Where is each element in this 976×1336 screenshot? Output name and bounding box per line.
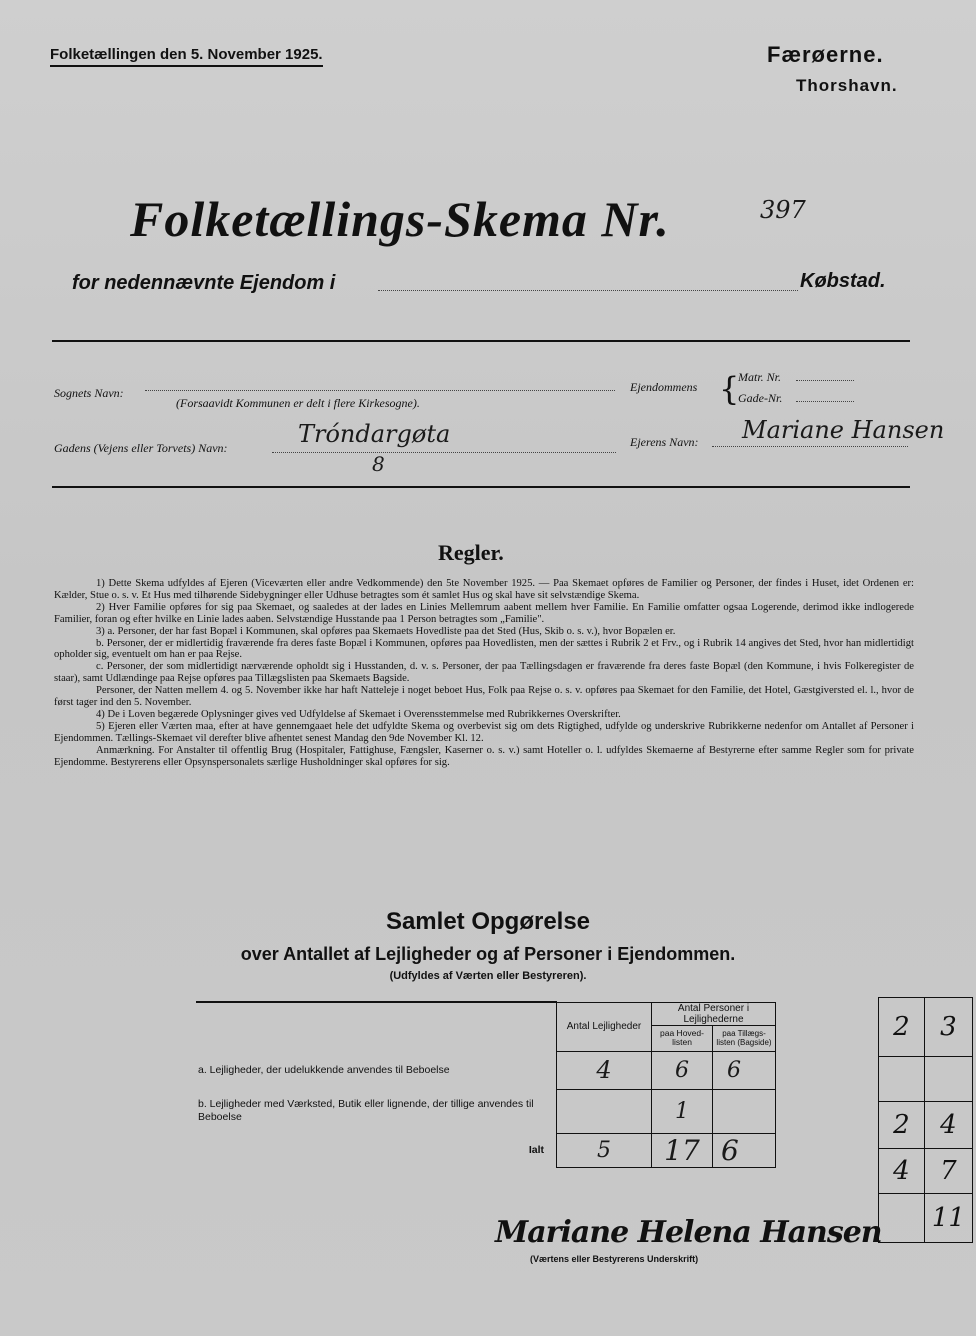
street-line [272, 452, 616, 453]
rule-paragraph: 2) Hver Familie opføres for sig paa Skemaet, og saaledes at der lades en Linies Mellemrum aabent mellem hver Familie. En Familie omfatter ogsaa Logerende, derimod ikke indlogerede Familier, foran og efter hvilke en Linie lades aaben. Selvstændige Husstande paa 1 Person betragtes som „Familie". [54, 601, 914, 625]
gade-label: Gade-Nr. [738, 391, 783, 405]
census-date-label: Folketællingen den 5. November 1925. [50, 46, 323, 67]
tally-row [879, 1102, 973, 1149]
property-label: Ejendommens [630, 380, 698, 394]
owner-value: Mariane Hansen [742, 416, 945, 444]
property-subtitle: for nedennævnte Ejendom i [72, 272, 336, 294]
rule-paragraph: b. Personer, der er midlertidig fraværende fra deres faste Bopæl i Kommunen, opføres paa Hovedlisten, men der sættes i Rubrik 2 et Frv., og i Rubrik 14 angives det Sted, hvor han midlertidigt opholder sig, eventuelt om han er paa Rejse. [54, 637, 914, 661]
property-town-line [378, 290, 798, 291]
parish-note: (Forsaavidt Kommunen er delt i flere Kirkesogne). [176, 396, 420, 410]
cell-main: 17 [652, 1133, 713, 1167]
table-row [196, 1089, 776, 1133]
street-value: Tróndargøta [298, 420, 451, 448]
summary-title: Samlet Opgørelse [385, 908, 591, 935]
rules-text [54, 578, 914, 769]
gade-line [796, 401, 854, 402]
parish-label: Sognets Navn: [54, 386, 124, 400]
owner-label: Ejerens Navn: [630, 435, 699, 449]
tally-cell: 2 [879, 998, 925, 1057]
brace: { [719, 370, 740, 408]
tally-cell: 4 [879, 1149, 925, 1194]
tally-row [879, 1194, 973, 1243]
tally-cell [879, 1194, 925, 1243]
matr-label: Matr. Nr. [738, 370, 782, 384]
street-label: Gadens (Vejens eller Torvets) Navn: [54, 441, 228, 455]
rules-title: Regler. [438, 540, 504, 565]
street-number: 8 [372, 452, 385, 476]
total-label: Ialt [196, 1133, 557, 1167]
divider-top [52, 340, 910, 342]
rule-paragraph: 4) De i Loven begærede Oplysninger gives ved Udfyldelse af Skemaet i Overensstemmelse med Rubrikkernes Overskrifter. [96, 708, 621, 720]
cell-main: 1 [652, 1089, 713, 1133]
cell-apartments: 5 [557, 1133, 652, 1167]
rule-paragraph: c. Personer, der som midlertidigt nærværende opholdt sig i Husstanden, d. v. s. Personer, der paa Tællingsdagen er fraværende fra deres faste Bopæl (den Kommune, i hvis Folkeregister de staar), samt Udlændinge paa Rejse opføres paa Tillægslisten paa Skemaets Bagside. [54, 661, 914, 685]
rule-paragraph: Personer, der Natten mellem 4. og 5. November ikke har haft Natteleje i noget beboet Hus, Folk paa Rejse o. s. v. opføres paa Skemaet for den Familie, det Hotel, Gæstgiversted el. l., hvor de først tager ind den 5. November. [54, 685, 914, 709]
rule-paragraph: 5) Ejeren eller Værten maa, efter at have gennemgaaet hele det udfyldte Skema og overbevist sig om dets Rigtighed, udfylde og underskrive Rubrikkerne nedenfor om Antallet af Personer i Ejendommen. Tællings-Skemaet vil derefter blive afhentet senest Mandag den 9de November Kl. 12. [54, 720, 914, 744]
cell-supp [713, 1089, 776, 1133]
cell-main: 6 [652, 1051, 713, 1089]
cell-supp: 6 [713, 1051, 776, 1089]
form-title: Folketællings-Skema Nr. [130, 191, 670, 247]
tally-row [879, 1057, 973, 1102]
rule-paragraph: Anmærkning. For Anstalter til offentlig Brug (Hospitaler, Fattighuse, Fængsler, Kaserner o. s. v.) samt Hoteller o. l. udfyldes Skemaerne af Bestyrerne efter samme Regler som for private Ejendomme. Bestyrerens eller Opsynspersonalets særlige Husholdninger skal opføres for sig. [54, 744, 914, 768]
row-label: b. Lejligheder med Værksted, Butik eller lignende, der tillige anvendes til Beboelse [196, 1089, 557, 1133]
form-number: 397 [760, 196, 806, 224]
col-main-header: paa Hoved-listen [652, 1025, 713, 1051]
tally-cell [924, 1057, 972, 1102]
cell-apartments [557, 1089, 652, 1133]
row-label: a. Lejligheder, der udelukkende anvendes til Beboelse [196, 1051, 557, 1089]
parish-line [145, 390, 615, 391]
tally-grid [878, 997, 973, 1243]
divider-middle [52, 486, 910, 488]
tally-cell: 11 [924, 1194, 972, 1243]
rule-paragraph: 1) Dette Skema udfyldes af Ejeren (Viceværten eller andre Vedkommende) den 5te November 1925. — Paa Skemaet opføres de Familier og Personer, der findes i Huset, idet Ordenen er: Kælder, Stue o. s. v. Et Hus med tilhørende Sidebygninger eller Udhuse betragtes som ét samlet Hus og skal have sit selvstændige Skema. [54, 578, 914, 601]
tally-cell: 2 [879, 1102, 925, 1149]
col-persons-header: Antal Personer i Lejlighederne [652, 1002, 776, 1025]
table-row [196, 1051, 776, 1089]
tally-cell: 4 [924, 1102, 972, 1149]
summary-note: (Udfyldes af Værten eller Bestyreren). [389, 970, 587, 982]
region-label: Færøerne. [767, 42, 884, 67]
matr-line [796, 380, 854, 381]
cell-apartments: 4 [557, 1051, 652, 1089]
col-supp-header: paa Tillægs-listen (Bagside) [713, 1025, 776, 1051]
tally-row [879, 998, 973, 1057]
tally-cell: 7 [924, 1149, 972, 1194]
tally-cell [879, 1057, 925, 1102]
summary-table [196, 1001, 776, 1168]
rule-paragraph: 3) a. Personer, der har fast Bopæl i Kommunen, skal opføres paa Skemaets Hovedliste paa det Sted (Hus, Skib o. s. v.), hvor Bopælen er. [96, 625, 676, 637]
cell-supp: 6 [713, 1133, 776, 1167]
summary-subtitle: over Antallet af Lejligheder og af Personer i Ejendommen. [240, 944, 736, 964]
table-row [196, 1133, 776, 1167]
summary-header-blank [196, 1002, 557, 1051]
owner-signature: Mariane Helena Hansen [495, 1215, 882, 1250]
owner-line [712, 446, 908, 447]
signature-caption: (Værtens eller Bestyrerens Underskrift) [530, 1254, 699, 1264]
tally-row [879, 1149, 973, 1194]
col-apartments-header: Antal Lejligheder [557, 1002, 652, 1051]
city-label: Thorshavn. [796, 76, 898, 95]
tally-cell: 3 [924, 998, 972, 1057]
town-type-label: Købstad. [800, 270, 886, 292]
